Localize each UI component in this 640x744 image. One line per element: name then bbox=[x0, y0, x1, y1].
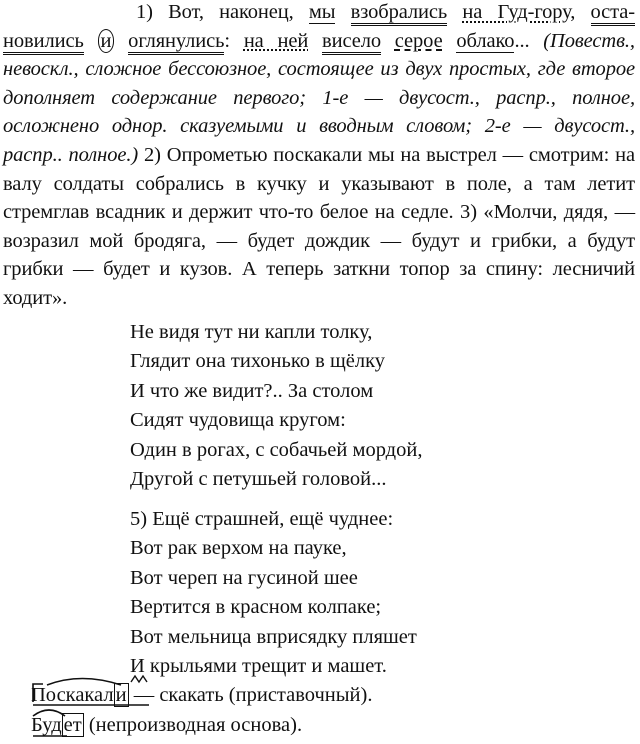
stem-bud: Буд bbox=[31, 714, 62, 736]
ending-i: и bbox=[115, 684, 127, 706]
morpheme-analysis-2 bbox=[31, 714, 302, 737]
poem-line: Один в рогах, с собачьей мордой, bbox=[130, 438, 423, 461]
poem-line: Другой с петушьей головой... bbox=[130, 468, 387, 491]
poem-line: И крыльями трещит и машет. bbox=[130, 655, 387, 678]
text-vot: Вот, наконец, bbox=[168, 1, 294, 23]
conjunction-i: и bbox=[98, 29, 115, 53]
poem-line: Вертится в красном колпаке; bbox=[130, 596, 382, 619]
subject-oblako: облако bbox=[456, 29, 515, 52]
poem-line: 5) Ещё страшней, ещё чуднее: bbox=[130, 508, 394, 530]
poem-line: Сидят чудовища кругом: bbox=[130, 409, 346, 432]
morpheme-marks-1 bbox=[31, 676, 151, 706]
predicate-ostanovilis: оста-новились bbox=[3, 1, 635, 55]
word-budet bbox=[31, 714, 84, 737]
sentence-number-1: 1) bbox=[136, 1, 153, 23]
main-paragraph bbox=[3, 0, 635, 313]
predicate-izobralis: взобрались bbox=[351, 1, 448, 26]
poem-line: Вот рак верхом на пауке, bbox=[130, 537, 347, 560]
poem-line: Глядит она тихонько в щёлку bbox=[130, 350, 385, 373]
colon: : bbox=[224, 29, 231, 52]
ellipsis: ... bbox=[514, 29, 530, 52]
poem-line: Не видя тут ни капли толку, bbox=[130, 321, 373, 343]
poem-line: Вот череп на гусиной шее bbox=[130, 566, 358, 589]
poem-line: Вот мельница вприсядку пляшет bbox=[130, 625, 417, 648]
predicate-oglyanulis: оглянулись bbox=[128, 30, 224, 55]
circumstance-na-nei: на ней bbox=[243, 29, 309, 52]
subject-my: мы bbox=[308, 1, 336, 23]
note-2: (непроизводная основа). bbox=[88, 714, 303, 736]
morpheme-marks-2 bbox=[31, 708, 71, 738]
stem-poskakal: Поскакал bbox=[31, 684, 114, 706]
morpheme-analysis-1 bbox=[31, 684, 372, 707]
syntax-analysis: (Повеств., невоскл., сложное бессоюзное, состоящее из двух простых, где второе дополняет содержание первого; 1-е — двусост., распр., полное, осложнено однор. сказуемыми и вводным словом; 2-е — двусост., распр.. полное.) bbox=[3, 29, 635, 166]
attribute-seroe: серое bbox=[394, 29, 443, 52]
poem-stanza-1 bbox=[130, 318, 422, 494]
sentences-2-3: 2) Опрометью поскакали мы на выстрел — смотрим: на валу солдаты собрались в кучку и указывают в поле, а там летит стремглав всадник и держит что-то белое на седле. 3) «Молчи, дядя, — возразил мой бродяга, — будет дождик — будут и грибки, а будут грибки — будет и кузов. А теперь заткни топор за спину: лесничий ходит». bbox=[3, 143, 635, 309]
circumstance-na-gud-goru: на Гуд-гору bbox=[462, 1, 571, 23]
poem-stanza-2 bbox=[130, 505, 417, 681]
predicate-viselo: висело bbox=[322, 30, 381, 55]
word-poskakali bbox=[31, 684, 129, 707]
ending-et: ет bbox=[63, 714, 82, 736]
poem-line: И что же видит?.. За столом bbox=[130, 379, 374, 402]
comma: , bbox=[570, 1, 576, 23]
note-1: — скакать (приставочный). bbox=[133, 684, 373, 706]
